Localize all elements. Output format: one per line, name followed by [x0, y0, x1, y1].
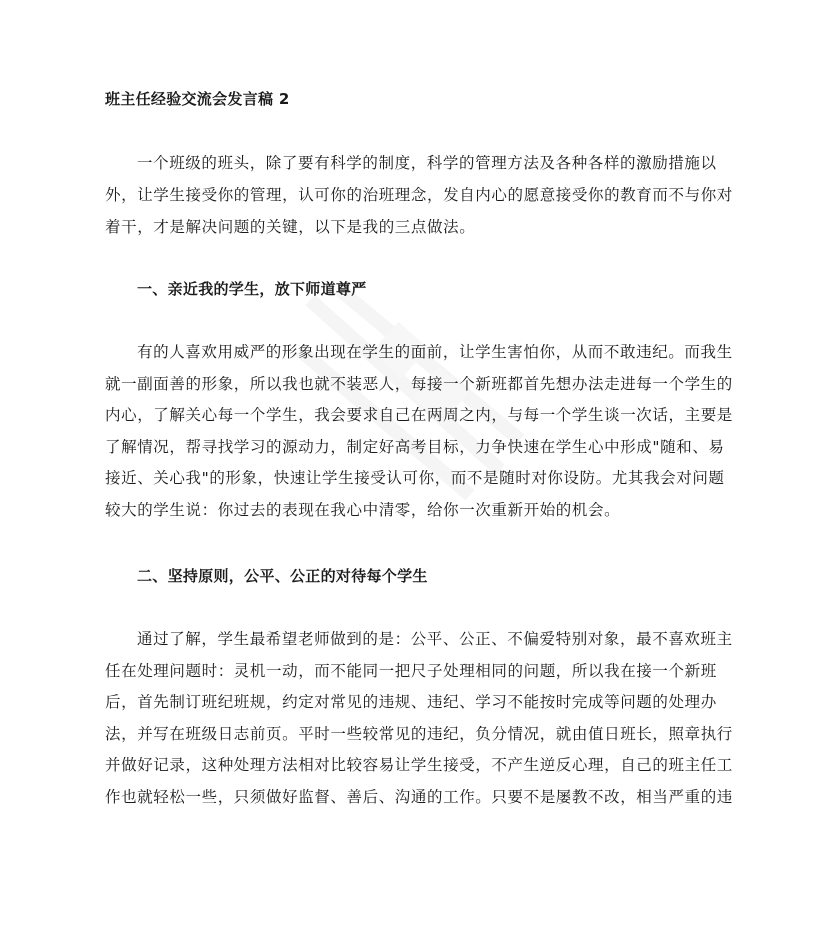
- document-title: 班主任经验交流会发言稿 2: [105, 90, 290, 108]
- paragraph-line: 后，首先制订班纪班规，约定对常见的违规、违纪、学习不能按时完成等问题的处理办: [105, 693, 717, 711]
- paragraph-line: 内心，了解关心每一个学生，我会要求自己在两周之内，与每一个学生谈一次话，主要是: [105, 406, 733, 424]
- paragraph-line: 法，并写在班级日志前页。平时一些较常见的违纪，负分情况，就由值日班长，照章执行: [105, 725, 733, 743]
- paragraph-line: 接近、关心我"的形象，快速让学生接受认可你，而不是随时对你设防。尤其我会对问题: [105, 469, 725, 487]
- paragraph-line: 并做好记录，这种处理方法相对比较容易让学生接受，不产生逆反心理，自己的班主任工: [105, 756, 733, 774]
- paragraph-line: 作也就轻松一些，只须做好监督、善后、沟通的工作。只要不是屡教不改，相当严重的违: [105, 788, 733, 806]
- paragraph-line: 外，让学生接受你的管理，认可你的治班理念，发自内心的愿意接受你的教育而不与你对: [105, 186, 733, 204]
- paragraph-line: 通过了解，学生最希望老师做到的是：公平、公正、不偏爱特别对象，最不喜欢班主: [137, 630, 733, 648]
- paragraph-line: 任在处理问题时：灵机一动，而不能同一把尺子处理相同的问题，所以我在接一个新班: [105, 662, 717, 680]
- paragraph-line: 一个班级的班头，除了要有科学的制度，科学的管理方法及各种各样的激励措施以: [137, 154, 717, 172]
- section-heading-1: 一、亲近我的学生，放下师道尊严: [137, 280, 367, 298]
- paragraph-line: 较大的学生说：你过去的表现在我心中清零，给你一次重新开始的机会。: [105, 501, 621, 519]
- paragraph-line: 有的人喜欢用威严的形象出现在学生的面前，让学生害怕你，从而不敢违纪。而我生: [137, 343, 733, 361]
- paragraph-line: 了解情况，帮寻找学习的源动力，制定好高考目标，力争快速在学生心中形成"随和、易: [105, 438, 725, 456]
- paragraph-line: 就一副面善的形象，所以我也就不装恶人，每接一个新班都首先想办法走进每一个学生的: [105, 375, 733, 393]
- paragraph-line: 着干，才是解决问题的关键，以下是我的三点做法。: [105, 218, 476, 236]
- section-heading-2: 二、坚持原则，公平、公正的对待每个学生: [137, 567, 428, 585]
